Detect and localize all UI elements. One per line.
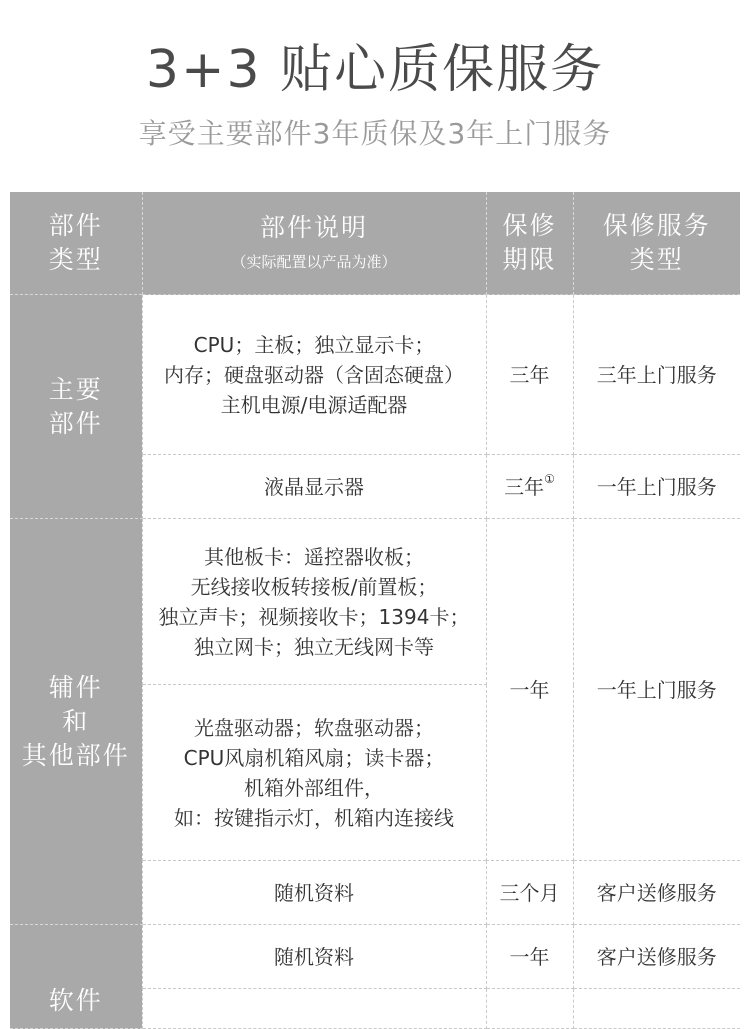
header-part-type-line1: 部件 [48, 211, 103, 240]
category-aux-line3: 其他部件 [21, 740, 130, 770]
category-software: 软件 [10, 925, 142, 1029]
lcd-footnote-marker: ① [544, 471, 555, 486]
header-warranty-period-line2: 期限 [502, 245, 557, 274]
header-warranty-period-line1: 保修 [502, 211, 557, 240]
docs-service: 客户送修服务 [573, 861, 740, 925]
page-subtitle: 享受主要部件3年质保及3年上门服务 [138, 117, 612, 150]
docs-description: 随机资料 [142, 861, 486, 925]
header-service-type [573, 192, 740, 295]
software-continued-period [486, 989, 573, 1029]
docs-period: 三个月 [486, 861, 573, 925]
lcd-period: 三年 [504, 474, 545, 499]
header-part-type [10, 192, 142, 295]
boards-line1: 其他板卡：遥控器收板； [204, 544, 424, 569]
category-main-line2: 部件 [48, 408, 103, 438]
lcd-description: 液晶显示器 [142, 455, 486, 519]
table-row-main-parts [10, 295, 740, 455]
software-docs-service: 客户送修服务 [573, 925, 740, 989]
drives-line4: 如：按键指示灯，机箱内连接线 [174, 805, 454, 830]
table-row-boards [10, 519, 740, 685]
category-main-parts [10, 295, 142, 519]
header-part-description [142, 192, 486, 295]
header-warranty-period [486, 192, 573, 295]
software-continued-description [142, 989, 486, 1029]
main-parts-line1: CPU；主板；独立显示卡； [193, 332, 435, 357]
table-header-row [10, 192, 740, 295]
category-aux-line2: 和 [62, 706, 90, 736]
header-part-type-line2: 类型 [48, 245, 103, 274]
boards-line2: 无线接收板转接板/前置板； [190, 574, 438, 599]
warranty-table [10, 192, 740, 1029]
header-part-description-note: （实际配置以产品为准） [231, 253, 397, 271]
software-docs-description: 随机资料 [142, 925, 486, 989]
software-continued-service [573, 989, 740, 1029]
header-service-type-line1: 保修服务 [602, 211, 711, 240]
main-parts-period: 三年 [486, 295, 573, 455]
category-main-line1: 主要 [48, 374, 103, 404]
aux-period: 一年 [486, 519, 573, 861]
category-aux-parts [10, 519, 142, 925]
header-part-description-label: 部件说明 [259, 213, 368, 242]
main-parts-line3: 主机电源/电源适配器 [220, 392, 408, 417]
header-service-type-line2: 类型 [629, 245, 684, 274]
main-parts-service: 三年上门服务 [573, 295, 740, 455]
drives-description [142, 685, 486, 861]
drives-line1: 光盘驱动器；软盘驱动器； [194, 715, 434, 740]
category-aux-line1: 辅件 [48, 672, 103, 702]
aux-service: 一年上门服务 [573, 519, 740, 861]
software-docs-period: 一年 [486, 925, 573, 989]
table-row-software-docs [10, 925, 740, 989]
lcd-period-cell [486, 455, 573, 519]
boards-line3: 独立声卡；视频接收卡；1394卡； [158, 604, 470, 629]
drives-line3: 机箱外部组件， [244, 775, 384, 800]
main-parts-line2: 内存；硬盘驱动器（含固态硬盘） [164, 362, 464, 387]
drives-line2: CPU风扇机箱风扇；读卡器； [183, 745, 445, 770]
boards-line4: 独立网卡；独立无线网卡等 [194, 634, 434, 659]
lcd-service: 一年上门服务 [573, 455, 740, 519]
boards-description [142, 519, 486, 685]
main-parts-description [142, 295, 486, 455]
page-title: 3+3 贴心质保服务 [145, 40, 605, 100]
